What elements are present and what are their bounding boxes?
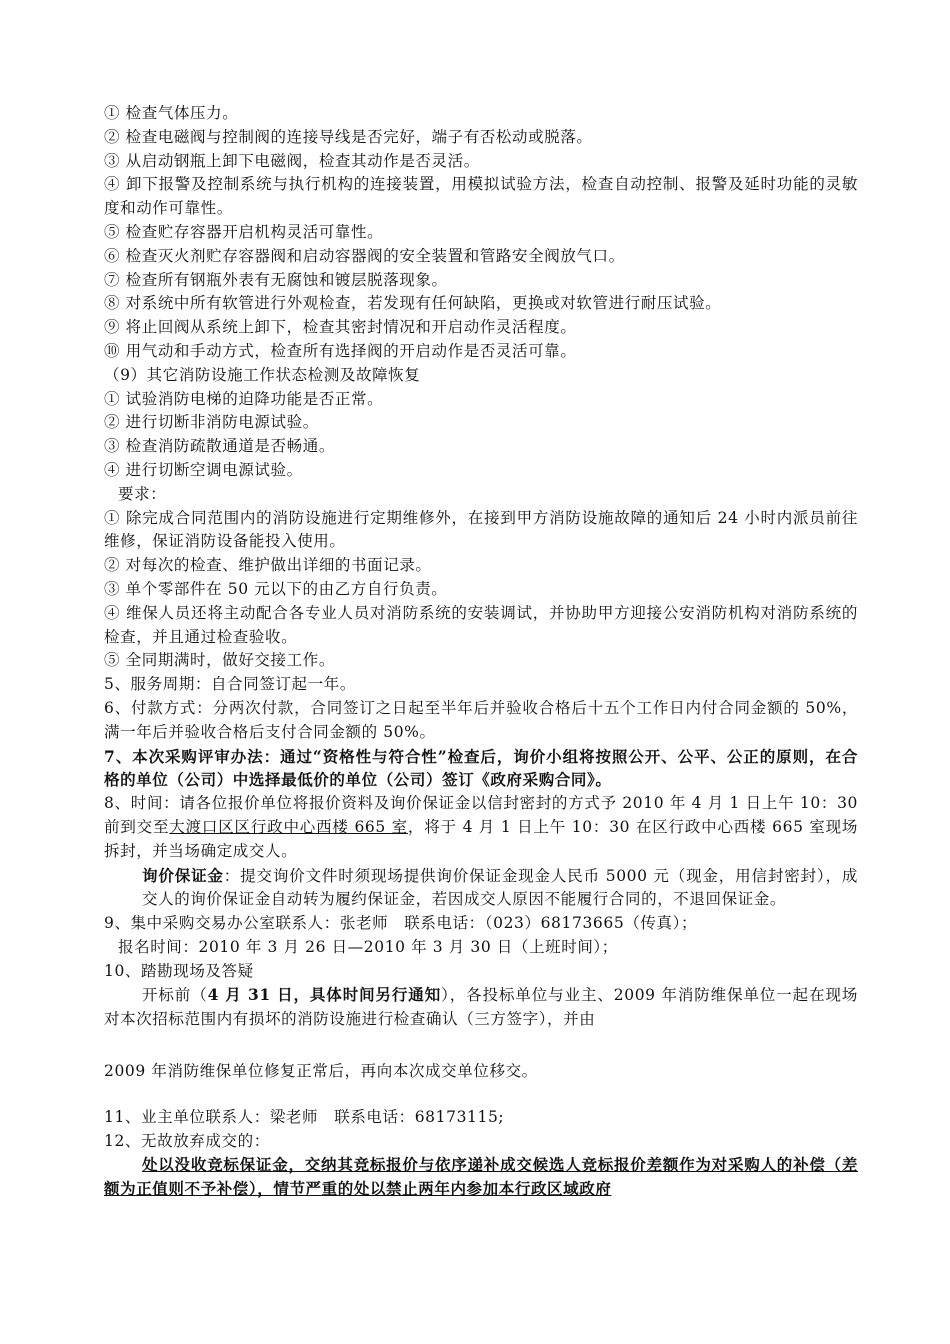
section-title-other-facilities: （9）其它消防设施工作状态检测及故障恢复	[104, 365, 421, 384]
payment-terms: 6、付款方式：分两次付款，合同签订之日起至半年后并验收合格后十五个工作日内付合同金额的 50%，满一年后并验收合格后支付合同金额的 50%。	[104, 698, 858, 741]
submission-time	[104, 792, 858, 863]
list-item: ④ 进行切断空调电源试验。	[104, 460, 303, 479]
submission-place: 大渡口区区行政中心西楼 665 室	[169, 817, 408, 836]
list-item: ① 试验消防电梯的迫降功能是否正常。	[104, 389, 384, 408]
site-date: 4 月 31 日，具体时间另行通知	[207, 985, 442, 1005]
deposit-paragraph	[104, 864, 858, 913]
site-visit-handover: 2009 年消防维保单位修复正常后，再向本次成交单位移交。	[104, 1062, 538, 1081]
requirements-list	[104, 507, 858, 674]
purchase-office-contact: 9、集中采购交易办公室联系人：张老师 联系电话：（023）68173665（传真）；	[104, 914, 698, 933]
requirements-title: 要求：	[118, 484, 167, 503]
list-item: ① 检查气体压力。	[104, 104, 239, 122]
list-item: ④ 卸下报警及控制系统与执行机构的连接装置，用模拟试验方法，检查自动控制、报警及延时功能的灵敏度和动作可靠性。	[104, 175, 858, 218]
list-item: ⑤ 检查贮存容器开启机构灵活可靠性。	[104, 222, 384, 241]
abandon-title: 12、无故放弃成交的：	[104, 1131, 270, 1150]
other-check-list	[104, 388, 858, 483]
list-item: ⑥ 检查灭火剂贮存容器阀和启动容器阀的安全装置和管路安全阀放气口。	[104, 246, 625, 265]
list-item: ③ 单个零部件在 50 元以下的由乙方自行负责。	[104, 579, 448, 598]
time-text: 8、时间：请各位报价单位将报价资料及询价保证金以信封密封的方式予 2010 年 4 月 1 日上午 10：30 前到交至	[104, 794, 858, 836]
list-item: ② 进行切断非消防电源试验。	[104, 413, 319, 432]
site-text: 开标前（	[142, 986, 208, 1005]
owner-contact: 11、业主单位联系人：梁老师 联系电话：68173115;	[104, 1107, 505, 1126]
spacer	[104, 1032, 858, 1060]
spacer	[104, 1084, 858, 1106]
list-item: ③ 从启动钢瓶上卸下电磁阀，检查其动作是否灵活。	[104, 151, 480, 170]
list-item: ⑨ 将止回阀从系统上卸下，检查其密封情况和开启动作灵活程度。	[104, 318, 577, 337]
list-item: ⑦ 检查所有钢瓶外表有无腐蚀和镀层脱落现象。	[104, 270, 448, 289]
site-visit-title: 10、踏勘现场及答疑	[104, 961, 254, 980]
gas-check-list	[104, 102, 858, 364]
service-period: 5、服务周期：自合同签订起一年。	[104, 675, 356, 694]
deposit-label: 询价保证金	[142, 865, 224, 885]
time-text: ，将于 4 月 1 日上午 10：30 在区行政中心西楼 665 室现场拆封，并当场确定成交人。	[104, 817, 858, 860]
list-item: ② 检查电磁阀与控制阀的连接导线是否完好，端子有否松动或脱落。	[104, 127, 593, 146]
list-item: ② 对每次的检查、维护做出详细的书面记录。	[104, 556, 432, 575]
list-item: ④ 维保人员还将主动配合各专业人员对消防系统的安装调试，并协助甲方迎接公安消防机构对消防系统的检查，并且通过检查验收。	[104, 603, 858, 646]
list-item: ① 除完成合同范围内的消防设施进行定期维修外，在接到甲方消防设施故障的通知后 24 小时内派员前往维修，保证消防设备能投入使用。	[104, 508, 858, 551]
list-item: ③ 检查消防疏散通道是否畅通。	[104, 437, 335, 456]
site-visit-text	[104, 983, 858, 1032]
site-text: ），各投标单位与业主、2009 年消防维保单位一起在现场对本次招标范围内有损坏的消防设施进行检查确认（三方签字），并由	[104, 986, 858, 1029]
evaluation-method: 7、本次采购评审办法：通过“资格性与符合性”检查后，询价小组将按照公开、公平、公正的原则，在合格的单位（公司）中选择最低价的单位（公司）签订《政府采购合同》。	[104, 746, 858, 790]
signup-time: 报名时间：2010 年 3 月 26 日—2010 年 3 月 30 日（上班时间）；	[118, 937, 618, 956]
list-item: ⑧ 对系统中所有软管进行外观检查，若发现有任何缺陷，更换或对软管进行耐压试验。	[104, 294, 722, 313]
list-item: ⑩ 用气动和手动方式，检查所有选择阀的开启动作是否灵活可靠。	[104, 341, 577, 360]
deposit-text: ：提交询价文件时须现场提供询价保证金现金人民币 5000 元（现金，用信封密封），成交人的询价保证金自动转为履约保证金，若因成交人原因不能履行合同的，不退回保证金。	[142, 866, 858, 909]
list-item: ⑤ 全同期满时，做好交接工作。	[104, 651, 335, 670]
abandon-penalty: 处以没收竞标保证金，交纳其竞标报价与依序递补成交候选人竞标报价差额作为对采购人的补偿（差额为正值则不予补偿），情节严重的处以禁止两年内参加本行政区域政府	[104, 1155, 858, 1199]
